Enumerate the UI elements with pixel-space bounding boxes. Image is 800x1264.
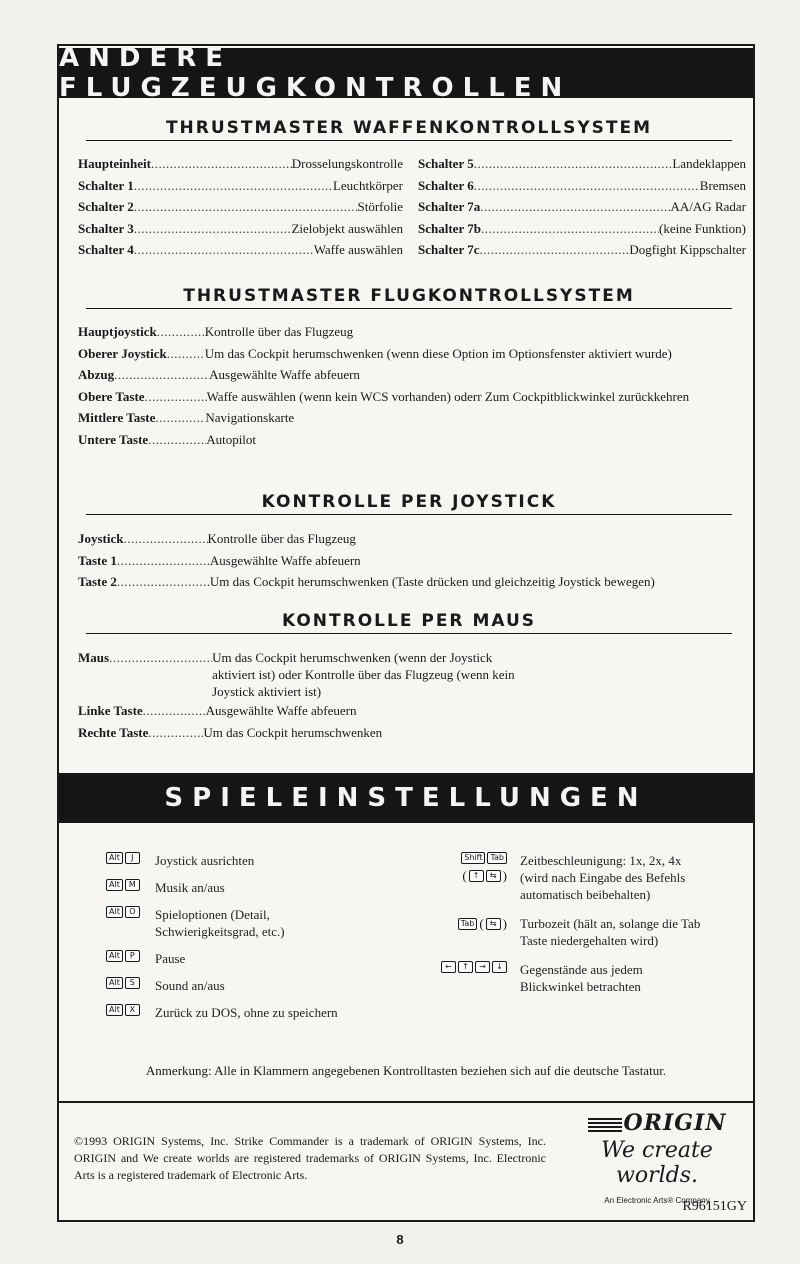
settings-left-list (106, 852, 396, 1031)
list-item: Haupteinheit ..... Drosselungskontrolle (78, 153, 403, 175)
list-item: Abzug ..... Ausgewählte Waffe abfeuern (78, 364, 748, 386)
up-arrow-key-icon: ↑ (458, 961, 473, 973)
origin-mark-icon (588, 1116, 622, 1132)
down-arrow-key-icon: ↓ (492, 961, 507, 973)
alt-key-icon: Alt (106, 1004, 123, 1016)
shift-key-icon: Shift (461, 852, 485, 864)
alt-key-icon: Alt (106, 879, 123, 891)
footer-divider (59, 1101, 753, 1103)
list-item: Alt X Zurück zu DOS, ohne zu speichern (106, 1004, 396, 1021)
ea-company-line: An Electronic Arts® Company (604, 1196, 710, 1205)
section-title-wcs: THRUSTMASTER WAFFENKONTROLLSYSTEM (86, 118, 732, 141)
logo-tagline: We create worlds. (601, 1138, 713, 1188)
list-item: Maus ..... Um das Cockpit herumschwenken (wenn der Joystick aktiviert ist) oder Kontrolle über das Flugzeug (wenn kein Joystick aktiviert ist) (78, 647, 748, 700)
list-item: Untere Taste ..... Autopilot (78, 429, 748, 451)
list-item: Taste 2 ..... Um das Cockpit herumschwenken (Taste drücken und gleichzeitig Joystick bewegen) (78, 571, 748, 593)
fcs-list (78, 321, 748, 450)
list-item: Alt M Musik an/aus (106, 879, 396, 896)
list-item: Schalter 7b ..... (keine Funktion) (418, 218, 746, 240)
list-item: Mittlere Taste ..... Navigationskarte (78, 407, 748, 429)
m-key-icon: M (125, 879, 140, 891)
p-key-icon: P (125, 950, 140, 962)
alt-key-icon: Alt (106, 950, 123, 962)
section-title-maus: KONTROLLE PER MAUS (86, 611, 732, 634)
list-item: Taste 1 ..... Ausgewählte Waffe abfeuern (78, 550, 748, 572)
wcs-left-list (78, 153, 403, 261)
left-arrow-key-icon: ← (441, 961, 456, 973)
list-item: Alt O Spieloptionen (Detail, Schwierigkeitsgrad, etc.) (106, 906, 396, 940)
list-item: Linke Taste ..... Ausgewählte Waffe abfeuern (78, 700, 748, 722)
list-item: Oberer Joystick ..... Um das Cockpit herumschwenken (wenn diese Option im Optionsfenster aktiviert wurde) (78, 343, 748, 365)
list-item: Schalter 3 ..... Zielobjekt auswählen (78, 218, 403, 240)
alt-key-icon: Alt (106, 906, 123, 918)
right-arrow-key-icon: → (475, 961, 490, 973)
list-item: Schalter 1 ..... Leuchtkörper (78, 175, 403, 197)
document-code: R96151GY (682, 1199, 747, 1214)
s-key-icon: S (125, 977, 140, 989)
alt-key-icon: Alt (106, 852, 123, 864)
list-item: Shift Tab ( ↑ ⇆ ) Zeitbeschleunigung: 1x, 2x, 4x (wird nach Eingabe des Befehls automatisch beibehalten) (462, 853, 686, 902)
list-item: Schalter 4 ..... Waffe auswählen (78, 239, 403, 261)
list-item: Schalter 5 ..... Landeklappen (418, 153, 746, 175)
list-item: Joystick ..... Kontrolle über das Flugzeug (78, 528, 748, 550)
list-item: Schalter 7c ..... Dogfight Kippschalter (418, 239, 746, 261)
joystick-list (78, 528, 748, 593)
origin-logo (567, 1110, 747, 1205)
alt-key-icon: Alt (106, 977, 123, 989)
list-item: Schalter 6 ..... Bremsen (418, 175, 746, 197)
banner-andere-flugzeugkontrollen: ANDERE FLUGZEUGKONTROLLEN (59, 48, 753, 98)
list-item: Alt S Sound an/aus (106, 977, 396, 994)
copyright-text: ©1993 ORIGIN Systems, Inc. Strike Commander is a trademark of ORIGIN Systems, Inc. ORIGIN and We create worlds are registered trademarks of ORIGIN Systems, Inc. Electronic Arts is a registered trademark of Electronic Arts. (74, 1134, 546, 1182)
list-item: Alt P Pause (106, 950, 396, 967)
origin-brand: ORIGIN (567, 1110, 747, 1136)
tab-key-icon: Tab (487, 852, 507, 864)
list-item: Rechte Taste ..... Um das Cockpit herumschwenken (78, 722, 748, 744)
page-frame (57, 44, 755, 1222)
list-item: Schalter 2 ..... Störfolie (78, 196, 403, 218)
x-key-icon: X (125, 1004, 140, 1016)
tab-arrow-key-icon: ⇆ (486, 918, 501, 930)
list-item: Tab ( ⇆ ) Turbozeit (hält an, solange die Tab Taste niedergehalten wird) (429, 915, 719, 949)
maus-list (78, 647, 748, 743)
wcs-right-list (418, 153, 746, 261)
list-item: Hauptjoystick ..... Kontrolle über das Flugzeug (78, 321, 748, 343)
list-item: Schalter 7a ..... AA/AG Radar (418, 196, 746, 218)
tab-key-icon: Tab (458, 918, 478, 930)
list-item: Obere Taste ..... Waffe auswählen (wenn kein WCS vorhanden) oderr Zum Cockpitblickwinkel zurückkehren (78, 386, 748, 408)
section-title-fcs: THRUSTMASTER FLUGKONTROLLSYSTEM (86, 286, 732, 309)
list-item: Alt J Joystick ausrichten (106, 852, 396, 869)
page-number: 8 (396, 1232, 404, 1247)
o-key-icon: O (125, 906, 140, 918)
j-key-icon: J (125, 852, 140, 864)
section-title-joystick: KONTROLLE PER JOYSTICK (86, 492, 732, 515)
tab-arrow-key-icon: ⇆ (486, 870, 501, 882)
settings-right-list (429, 852, 719, 1005)
banner-spieleinstellungen: SPIELEINSTELLUNGEN (59, 773, 753, 823)
keyboard-note: Anmerkung: Alle in Klammern angegebenen Kontrolltasten beziehen sich auf die deutsche Tastatur. (145, 1063, 667, 1078)
shift-arrow-key-icon: ↑ (469, 870, 484, 882)
list-item: ← ↑ → ↓ Gegenstände aus jedem Blickwinkel betrachten (429, 961, 719, 995)
